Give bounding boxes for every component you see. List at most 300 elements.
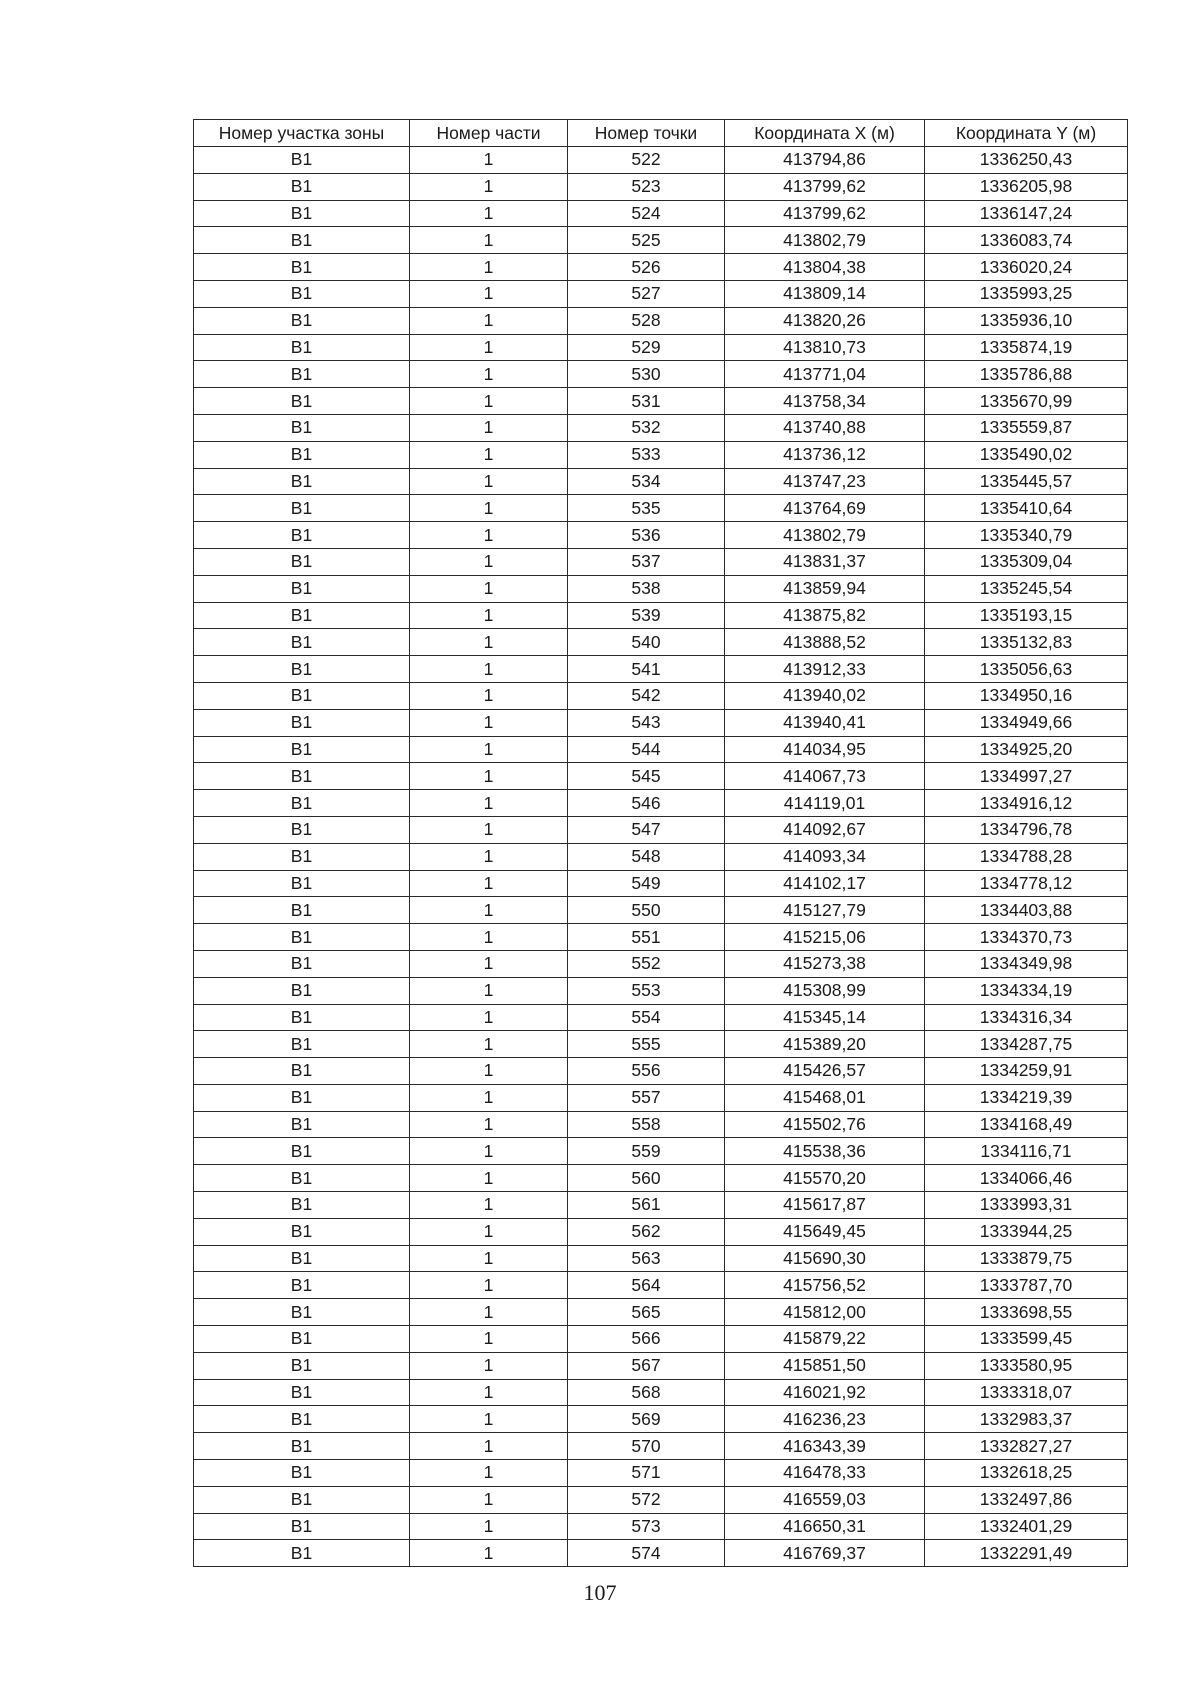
cell-coordinate-y: 1332291,49 (925, 1540, 1128, 1567)
cell-zone-section: B1 (194, 763, 410, 790)
cell-coordinate-y: 1335786,88 (925, 361, 1128, 388)
cell-point-number: 543 (568, 709, 725, 736)
cell-coordinate-y: 1334403,88 (925, 897, 1128, 924)
cell-point-number: 537 (568, 548, 725, 575)
cell-part-number: 1 (410, 629, 568, 656)
cell-point-number: 544 (568, 736, 725, 763)
cell-zone-section: B1 (194, 495, 410, 522)
cell-coordinate-x: 414034,95 (725, 736, 925, 763)
table-row (194, 468, 1128, 495)
cell-point-number: 553 (568, 977, 725, 1004)
cell-zone-section: B1 (194, 280, 410, 307)
cell-coordinate-x: 416021,92 (725, 1379, 925, 1406)
cell-zone-section: B1 (194, 1513, 410, 1540)
cell-coordinate-x: 415308,99 (725, 977, 925, 1004)
cell-zone-section: B1 (194, 147, 410, 174)
cell-part-number: 1 (410, 790, 568, 817)
table-row (194, 1352, 1128, 1379)
cell-part-number: 1 (410, 1058, 568, 1085)
cell-zone-section: B1 (194, 1165, 410, 1192)
cell-part-number: 1 (410, 709, 568, 736)
cell-point-number: 533 (568, 441, 725, 468)
cell-coordinate-y: 1334949,66 (925, 709, 1128, 736)
cell-coordinate-x: 413831,37 (725, 548, 925, 575)
cell-coordinate-x: 416769,37 (725, 1540, 925, 1567)
cell-coordinate-x: 413799,62 (725, 200, 925, 227)
cell-coordinate-x: 413771,04 (725, 361, 925, 388)
cell-part-number: 1 (410, 147, 568, 174)
table-row (194, 897, 1128, 924)
table-row (194, 763, 1128, 790)
coordinates-table (193, 119, 1128, 1567)
cell-zone-section: B1 (194, 1326, 410, 1353)
cell-coordinate-y: 1335445,57 (925, 468, 1128, 495)
cell-coordinate-x: 415468,01 (725, 1084, 925, 1111)
table-row (194, 1379, 1128, 1406)
cell-part-number: 1 (410, 1192, 568, 1219)
table-row (194, 1486, 1128, 1513)
cell-part-number: 1 (410, 1004, 568, 1031)
table-row (194, 495, 1128, 522)
cell-zone-section: B1 (194, 629, 410, 656)
header-zone-section: Номер участка зоны (194, 120, 410, 147)
header-row (194, 120, 1128, 147)
table-row (194, 1272, 1128, 1299)
cell-coordinate-x: 413809,14 (725, 280, 925, 307)
cell-coordinate-y: 1333944,25 (925, 1218, 1128, 1245)
cell-coordinate-y: 1333993,31 (925, 1192, 1128, 1219)
cell-zone-section: B1 (194, 1433, 410, 1460)
cell-coordinate-y: 1333599,45 (925, 1326, 1128, 1353)
table-row (194, 950, 1128, 977)
cell-part-number: 1 (410, 334, 568, 361)
table-row (194, 709, 1128, 736)
cell-point-number: 530 (568, 361, 725, 388)
table-row (194, 602, 1128, 629)
cell-part-number: 1 (410, 1352, 568, 1379)
cell-coordinate-y: 1335874,19 (925, 334, 1128, 361)
cell-coordinate-y: 1334349,98 (925, 950, 1128, 977)
cell-coordinate-y: 1334116,71 (925, 1138, 1128, 1165)
cell-point-number: 559 (568, 1138, 725, 1165)
cell-coordinate-x: 414093,34 (725, 843, 925, 870)
cell-coordinate-x: 416650,31 (725, 1513, 925, 1540)
table-row (194, 1031, 1128, 1058)
cell-zone-section: B1 (194, 682, 410, 709)
header-point-number: Номер точки (568, 120, 725, 147)
cell-zone-section: B1 (194, 1379, 410, 1406)
table-row (194, 334, 1128, 361)
cell-zone-section: B1 (194, 1031, 410, 1058)
cell-zone-section: B1 (194, 790, 410, 817)
cell-part-number: 1 (410, 1299, 568, 1326)
cell-part-number: 1 (410, 254, 568, 281)
page-number: 107 (583, 1580, 617, 1605)
cell-point-number: 555 (568, 1031, 725, 1058)
cell-coordinate-x: 413736,12 (725, 441, 925, 468)
cell-part-number: 1 (410, 763, 568, 790)
table-row (194, 1299, 1128, 1326)
cell-coordinate-x: 415851,50 (725, 1352, 925, 1379)
cell-zone-section: B1 (194, 414, 410, 441)
cell-coordinate-y: 1335245,54 (925, 575, 1128, 602)
cell-point-number: 534 (568, 468, 725, 495)
cell-part-number: 1 (410, 1084, 568, 1111)
cell-zone-section: B1 (194, 870, 410, 897)
cell-coordinate-y: 1336147,24 (925, 200, 1128, 227)
cell-zone-section: B1 (194, 816, 410, 843)
table-row (194, 870, 1128, 897)
cell-coordinate-x: 415502,76 (725, 1111, 925, 1138)
cell-coordinate-x: 414102,17 (725, 870, 925, 897)
cell-part-number: 1 (410, 361, 568, 388)
cell-coordinate-x: 415570,20 (725, 1165, 925, 1192)
cell-coordinate-x: 414119,01 (725, 790, 925, 817)
cell-coordinate-y: 1333787,70 (925, 1272, 1128, 1299)
cell-point-number: 567 (568, 1352, 725, 1379)
cell-point-number: 574 (568, 1540, 725, 1567)
cell-coordinate-x: 416478,33 (725, 1460, 925, 1487)
cell-coordinate-x: 413912,33 (725, 656, 925, 683)
cell-coordinate-y: 1335410,64 (925, 495, 1128, 522)
cell-point-number: 539 (568, 602, 725, 629)
cell-zone-section: B1 (194, 1486, 410, 1513)
cell-coordinate-y: 1334168,49 (925, 1111, 1128, 1138)
cell-coordinate-y: 1334334,19 (925, 977, 1128, 1004)
cell-zone-section: B1 (194, 709, 410, 736)
header-coordinate-y: Координата Y (м) (925, 120, 1128, 147)
cell-part-number: 1 (410, 1165, 568, 1192)
cell-zone-section: B1 (194, 1272, 410, 1299)
cell-zone-section: B1 (194, 441, 410, 468)
cell-part-number: 1 (410, 1031, 568, 1058)
cell-zone-section: B1 (194, 173, 410, 200)
cell-zone-section: B1 (194, 924, 410, 951)
cell-point-number: 529 (568, 334, 725, 361)
cell-coordinate-y: 1333318,07 (925, 1379, 1128, 1406)
cell-part-number: 1 (410, 656, 568, 683)
cell-point-number: 542 (568, 682, 725, 709)
table-row (194, 280, 1128, 307)
cell-part-number: 1 (410, 1245, 568, 1272)
cell-zone-section: B1 (194, 1004, 410, 1031)
cell-coordinate-x: 413820,26 (725, 307, 925, 334)
coordinates-table-container (193, 119, 1127, 1567)
cell-part-number: 1 (410, 522, 568, 549)
cell-coordinate-x: 415756,52 (725, 1272, 925, 1299)
cell-point-number: 572 (568, 1486, 725, 1513)
cell-coordinate-y: 1334778,12 (925, 870, 1128, 897)
table-row (194, 1165, 1128, 1192)
cell-coordinate-x: 415879,22 (725, 1326, 925, 1353)
cell-coordinate-x: 416236,23 (725, 1406, 925, 1433)
cell-coordinate-x: 413802,79 (725, 522, 925, 549)
table-row (194, 1192, 1128, 1219)
cell-coordinate-x: 415426,57 (725, 1058, 925, 1085)
cell-zone-section: B1 (194, 1084, 410, 1111)
table-body (194, 147, 1128, 1567)
cell-coordinate-x: 413740,88 (725, 414, 925, 441)
cell-coordinate-x: 415215,06 (725, 924, 925, 951)
table-row (194, 548, 1128, 575)
cell-part-number: 1 (410, 897, 568, 924)
cell-coordinate-x: 413888,52 (725, 629, 925, 656)
cell-part-number: 1 (410, 388, 568, 415)
cell-zone-section: B1 (194, 1406, 410, 1433)
cell-coordinate-y: 1334916,12 (925, 790, 1128, 817)
cell-zone-section: B1 (194, 843, 410, 870)
cell-coordinate-x: 414067,73 (725, 763, 925, 790)
cell-coordinate-x: 413859,94 (725, 575, 925, 602)
cell-point-number: 550 (568, 897, 725, 924)
cell-point-number: 532 (568, 414, 725, 441)
table-row (194, 656, 1128, 683)
cell-zone-section: B1 (194, 227, 410, 254)
cell-coordinate-x: 415127,79 (725, 897, 925, 924)
cell-part-number: 1 (410, 870, 568, 897)
cell-coordinate-x: 415690,30 (725, 1245, 925, 1272)
table-row (194, 522, 1128, 549)
cell-coordinate-y: 1335670,99 (925, 388, 1128, 415)
cell-part-number: 1 (410, 1138, 568, 1165)
cell-coordinate-y: 1335309,04 (925, 548, 1128, 575)
cell-part-number: 1 (410, 495, 568, 522)
cell-coordinate-x: 415538,36 (725, 1138, 925, 1165)
cell-point-number: 535 (568, 495, 725, 522)
cell-coordinate-y: 1334370,73 (925, 924, 1128, 951)
table-row (194, 441, 1128, 468)
table-row (194, 977, 1128, 1004)
cell-coordinate-x: 415389,20 (725, 1031, 925, 1058)
cell-point-number: 526 (568, 254, 725, 281)
cell-zone-section: B1 (194, 468, 410, 495)
cell-zone-section: B1 (194, 575, 410, 602)
cell-coordinate-y: 1334925,20 (925, 736, 1128, 763)
cell-coordinate-y: 1335993,25 (925, 280, 1128, 307)
cell-point-number: 552 (568, 950, 725, 977)
cell-coordinate-y: 1335340,79 (925, 522, 1128, 549)
table-row (194, 1406, 1128, 1433)
cell-zone-section: B1 (194, 1352, 410, 1379)
cell-coordinate-y: 1332618,25 (925, 1460, 1128, 1487)
cell-point-number: 558 (568, 1111, 725, 1138)
cell-coordinate-x: 416343,39 (725, 1433, 925, 1460)
table-row (194, 1004, 1128, 1031)
cell-zone-section: B1 (194, 548, 410, 575)
cell-coordinate-x: 415345,14 (725, 1004, 925, 1031)
cell-zone-section: B1 (194, 736, 410, 763)
cell-zone-section: B1 (194, 522, 410, 549)
table-row (194, 173, 1128, 200)
cell-point-number: 549 (568, 870, 725, 897)
table-row (194, 1460, 1128, 1487)
table-row (194, 147, 1128, 174)
cell-point-number: 547 (568, 816, 725, 843)
cell-point-number: 557 (568, 1084, 725, 1111)
cell-coordinate-x: 413802,79 (725, 227, 925, 254)
header-part-number: Номер части (410, 120, 568, 147)
table-row (194, 388, 1128, 415)
cell-coordinate-y: 1333580,95 (925, 1352, 1128, 1379)
cell-point-number: 561 (568, 1192, 725, 1219)
table-row (194, 1245, 1128, 1272)
cell-zone-section: B1 (194, 1111, 410, 1138)
table-row (194, 1111, 1128, 1138)
cell-zone-section: B1 (194, 1058, 410, 1085)
cell-part-number: 1 (410, 548, 568, 575)
cell-part-number: 1 (410, 1272, 568, 1299)
cell-coordinate-y: 1334316,34 (925, 1004, 1128, 1031)
table-row (194, 1218, 1128, 1245)
cell-coordinate-x: 413758,34 (725, 388, 925, 415)
cell-part-number: 1 (410, 1218, 568, 1245)
cell-zone-section: B1 (194, 307, 410, 334)
table-row (194, 682, 1128, 709)
table-row (194, 414, 1128, 441)
cell-coordinate-y: 1336020,24 (925, 254, 1128, 281)
cell-part-number: 1 (410, 1486, 568, 1513)
table-row (194, 1540, 1128, 1567)
cell-coordinate-x: 413940,41 (725, 709, 925, 736)
table-row (194, 843, 1128, 870)
table-row (194, 1084, 1128, 1111)
cell-point-number: 522 (568, 147, 725, 174)
table-row (194, 361, 1128, 388)
table-row (194, 924, 1128, 951)
cell-point-number: 546 (568, 790, 725, 817)
cell-zone-section: B1 (194, 1460, 410, 1487)
cell-point-number: 566 (568, 1326, 725, 1353)
cell-point-number: 528 (568, 307, 725, 334)
cell-part-number: 1 (410, 468, 568, 495)
cell-point-number: 564 (568, 1272, 725, 1299)
cell-point-number: 562 (568, 1218, 725, 1245)
cell-zone-section: B1 (194, 1138, 410, 1165)
cell-zone-section: B1 (194, 388, 410, 415)
table-row (194, 1433, 1128, 1460)
cell-part-number: 1 (410, 1379, 568, 1406)
cell-part-number: 1 (410, 950, 568, 977)
cell-coordinate-y: 1333698,55 (925, 1299, 1128, 1326)
cell-part-number: 1 (410, 843, 568, 870)
cell-point-number: 565 (568, 1299, 725, 1326)
cell-point-number: 573 (568, 1513, 725, 1540)
table-row (194, 227, 1128, 254)
cell-part-number: 1 (410, 307, 568, 334)
cell-point-number: 570 (568, 1433, 725, 1460)
cell-coordinate-y: 1332401,29 (925, 1513, 1128, 1540)
header-coordinate-x: Координата X (м) (725, 120, 925, 147)
cell-part-number: 1 (410, 280, 568, 307)
table-row (194, 790, 1128, 817)
cell-part-number: 1 (410, 682, 568, 709)
cell-coordinate-y: 1334259,91 (925, 1058, 1128, 1085)
cell-zone-section: B1 (194, 1245, 410, 1272)
cell-coordinate-y: 1335132,83 (925, 629, 1128, 656)
table-row (194, 1513, 1128, 1540)
table-row (194, 816, 1128, 843)
cell-point-number: 531 (568, 388, 725, 415)
cell-part-number: 1 (410, 816, 568, 843)
cell-coordinate-x: 413747,23 (725, 468, 925, 495)
cell-coordinate-x: 415812,00 (725, 1299, 925, 1326)
cell-part-number: 1 (410, 1433, 568, 1460)
cell-coordinate-y: 1335490,02 (925, 441, 1128, 468)
cell-zone-section: B1 (194, 656, 410, 683)
cell-coordinate-x: 413799,62 (725, 173, 925, 200)
cell-point-number: 554 (568, 1004, 725, 1031)
table-header (194, 120, 1128, 147)
cell-point-number: 545 (568, 763, 725, 790)
cell-zone-section: B1 (194, 1540, 410, 1567)
cell-point-number: 569 (568, 1406, 725, 1433)
cell-part-number: 1 (410, 1513, 568, 1540)
cell-coordinate-y: 1335193,15 (925, 602, 1128, 629)
table-row (194, 1326, 1128, 1353)
cell-zone-section: B1 (194, 977, 410, 1004)
cell-coordinate-y: 1334997,27 (925, 763, 1128, 790)
cell-part-number: 1 (410, 602, 568, 629)
cell-coordinate-y: 1336205,98 (925, 173, 1128, 200)
cell-coordinate-x: 413940,02 (725, 682, 925, 709)
cell-zone-section: B1 (194, 897, 410, 924)
cell-point-number: 538 (568, 575, 725, 602)
cell-part-number: 1 (410, 1326, 568, 1353)
cell-part-number: 1 (410, 173, 568, 200)
cell-coordinate-y: 1336250,43 (925, 147, 1128, 174)
cell-coordinate-y: 1335936,10 (925, 307, 1128, 334)
table-row (194, 575, 1128, 602)
cell-zone-section: B1 (194, 950, 410, 977)
cell-part-number: 1 (410, 924, 568, 951)
table-row (194, 1138, 1128, 1165)
cell-coordinate-y: 1334796,78 (925, 816, 1128, 843)
cell-coordinate-y: 1332983,37 (925, 1406, 1128, 1433)
cell-part-number: 1 (410, 414, 568, 441)
cell-coordinate-x: 413875,82 (725, 602, 925, 629)
table-row (194, 629, 1128, 656)
cell-zone-section: B1 (194, 361, 410, 388)
cell-coordinate-y: 1333879,75 (925, 1245, 1128, 1272)
cell-zone-section: B1 (194, 602, 410, 629)
cell-point-number: 527 (568, 280, 725, 307)
cell-coordinate-y: 1335559,87 (925, 414, 1128, 441)
cell-part-number: 1 (410, 736, 568, 763)
table-row (194, 200, 1128, 227)
cell-coordinate-y: 1334788,28 (925, 843, 1128, 870)
cell-point-number: 540 (568, 629, 725, 656)
cell-point-number: 536 (568, 522, 725, 549)
cell-point-number: 560 (568, 1165, 725, 1192)
cell-zone-section: B1 (194, 200, 410, 227)
cell-point-number: 523 (568, 173, 725, 200)
cell-part-number: 1 (410, 200, 568, 227)
cell-zone-section: B1 (194, 1218, 410, 1245)
cell-coordinate-x: 413810,73 (725, 334, 925, 361)
table-row (194, 736, 1128, 763)
cell-coordinate-x: 413764,69 (725, 495, 925, 522)
cell-point-number: 571 (568, 1460, 725, 1487)
cell-part-number: 1 (410, 227, 568, 254)
cell-zone-section: B1 (194, 254, 410, 281)
cell-coordinate-x: 413794,86 (725, 147, 925, 174)
cell-coordinate-y: 1334066,46 (925, 1165, 1128, 1192)
cell-coordinate-y: 1334950,16 (925, 682, 1128, 709)
cell-coordinate-y: 1335056,63 (925, 656, 1128, 683)
cell-point-number: 563 (568, 1245, 725, 1272)
cell-part-number: 1 (410, 575, 568, 602)
cell-coordinate-x: 416559,03 (725, 1486, 925, 1513)
